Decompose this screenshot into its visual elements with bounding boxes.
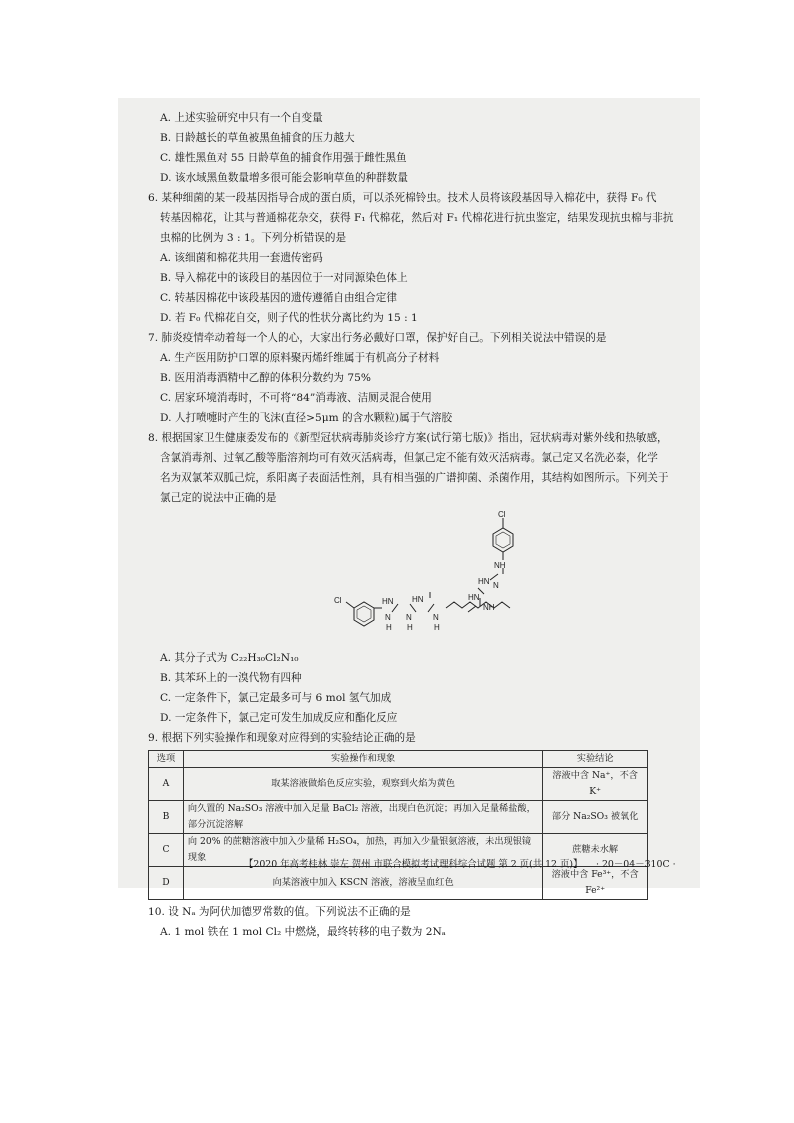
h-label-1: H bbox=[386, 623, 392, 632]
experiment-table bbox=[148, 750, 648, 900]
q5-option-c: C. 雄性黑鱼对 55 日龄草鱼的捕食作用强于雌性黑鱼 bbox=[160, 152, 407, 164]
q8-option-d: D. 一定条件下，氯己定可发生加成反应和酯化反应 bbox=[160, 712, 398, 724]
row-c-option: C bbox=[149, 834, 184, 867]
q5-option-d: D. 该水域黑鱼数量增多很可能会影响草鱼的种群数量 bbox=[160, 172, 408, 184]
h-label-3: H bbox=[434, 623, 440, 632]
hn-label-2: HN bbox=[468, 593, 480, 602]
question-9 bbox=[148, 728, 668, 900]
q7-option-d: D. 人打喷嚏时产生的飞沫(直径>5μm 的含水颗粒)属于气溶胶 bbox=[160, 412, 453, 424]
footer-title: 【2020 年高考桂林 崇左 贺州 市联合模拟考试理科综合试题 第 2 页(共 12 页)】 bbox=[244, 859, 583, 870]
q6-stem-line-2: 转基因棉花，让其与普通棉花杂交，获得 F₁ 代棉花，然后对 F₁ 代棉花进行抗虫鉴定，结果发现抗虫棉与非抗 bbox=[160, 212, 674, 224]
question-10 bbox=[148, 902, 668, 942]
q6-option-d: D. 若 F₀ 代棉花自交，则子代的性状分离比约为 15 : 1 bbox=[160, 312, 418, 324]
q7-option-a: A. 生产医用防护口罩的原料聚丙烯纤维属于有机高分子材料 bbox=[160, 352, 440, 364]
row-c-procedure: 向 20% 的蔗糖溶液中加入少量稀 H₂SO₄，加热，再加入少量银氨溶液，未出现银镜现象 bbox=[183, 834, 542, 867]
table-header-conclusion: 实验结论 bbox=[543, 751, 648, 768]
h-label-2: H bbox=[407, 623, 413, 632]
q8-stem-line-2: 含氯消毒剂、过氧乙酸等脂溶剂均可有效灭活病毒，但氯己定不能有效灭活病毒。氯己定又名洗必泰，化学 bbox=[160, 452, 658, 464]
row-d-procedure: 向某溶液中加入 KSCN 溶液，溶液呈血红色 bbox=[183, 867, 542, 900]
q8-stem-line-3: 名为双氯苯双胍己烷，系阳离子表面活性剂，具有相当强的广谱抑菌、杀菌作用，其结构如图所示。下列关于 bbox=[160, 472, 669, 484]
n-label-4: N bbox=[433, 613, 439, 622]
question-5-options bbox=[148, 108, 668, 188]
n-label-1: N bbox=[493, 581, 499, 590]
hn-label-4: HN bbox=[412, 595, 424, 604]
exam-page bbox=[118, 98, 700, 938]
question-7 bbox=[148, 328, 668, 428]
row-b-option: B bbox=[149, 801, 184, 834]
row-a-conclusion: 溶液中含 Na⁺，不含 K⁺ bbox=[543, 768, 648, 801]
table-row bbox=[149, 801, 648, 834]
q8-option-b: B. 其苯环上的一溴代物有四种 bbox=[160, 672, 302, 684]
q8-option-a: A. 其分子式为 C₂₂H₃₀Cl₂N₁₀ bbox=[160, 652, 299, 664]
footer-code: · 20－04－310C · bbox=[596, 859, 676, 870]
q8-option-c: C. 一定条件下，氯己定最多可与 6 mol 氢气加成 bbox=[160, 692, 392, 704]
hn-label-1: HN bbox=[478, 577, 490, 586]
q10-stem: 10. 设 Nₐ 为阿伏加德罗常数的值。下列说法不正确的是 bbox=[148, 906, 411, 918]
table-row bbox=[149, 867, 648, 900]
benzene-ring-top-inner bbox=[496, 532, 510, 548]
chlorhexidine-structure bbox=[148, 508, 668, 648]
hexyl-chain bbox=[446, 602, 510, 608]
row-b-conclusion: 部分 Na₂SO₃ 被氧化 bbox=[543, 801, 648, 834]
q7-option-c: C. 居家环境消毒时，不可将“84”消毒液、洁厕灵混合使用 bbox=[160, 392, 432, 404]
q9-stem: 9. 根据下列实验操作和现象对应得到的实验结论正确的是 bbox=[148, 732, 416, 744]
table-row bbox=[149, 768, 648, 801]
row-d-option: D bbox=[149, 867, 184, 900]
q8-stem-line-4: 氯己定的说法中正确的是 bbox=[160, 492, 277, 504]
q5-option-b: B. 日龄越长的草鱼被黑鱼捕食的压力越大 bbox=[160, 132, 355, 144]
row-b-procedure: 向久置的 Na₂SO₃ 溶液中加入足量 BaCl₂ 溶液，出现白色沉淀；再加入足量稀盐酸，部分沉淀溶解 bbox=[183, 801, 542, 834]
n-label-3: N bbox=[406, 613, 412, 622]
q6-option-b: B. 导入棉花中的该段目的基因位于一对同源染色体上 bbox=[160, 272, 408, 284]
hn-label-3: HN bbox=[382, 597, 394, 606]
q10-option-a: A. 1 mol 铁在 1 mol Cl₂ 中燃烧，最终转移的电子数为 2Nₐ bbox=[160, 926, 446, 938]
q6-stem-line-3: 虫棉的比例为 3 : 1。下列分析错误的是 bbox=[160, 232, 347, 244]
q6-option-c: C. 转基因棉花中该段基因的遗传遵循自由组合定律 bbox=[160, 292, 397, 304]
question-8 bbox=[148, 428, 668, 728]
row-c-conclusion: 蔗糖未水解 bbox=[543, 834, 648, 867]
row-a-procedure: 取某溶液做焰色反应实验，观察到火焰为黄色 bbox=[183, 768, 542, 801]
q6-option-a: A. 该细菌和棉花共用一套遗传密码 bbox=[160, 252, 323, 264]
row-d-conclusion: 溶液中含 Fe³⁺，不含 Fe²⁺ bbox=[543, 867, 648, 900]
table-header-procedure: 实验操作和现象 bbox=[183, 751, 542, 768]
q6-stem-line-1: 6. 某种细菌的某一段基因指导合成的蛋白质，可以杀死棉铃虫。技术人员将该段基因导入棉花中，获得 F₀ 代 bbox=[148, 192, 657, 204]
q7-stem: 7. 肺炎疫情牵动着每一个人的心，大家出行务必戴好口罩，保护好自己。下列相关说法中错误的是 bbox=[148, 332, 607, 344]
page-content bbox=[148, 108, 674, 942]
nh-label-1: NH bbox=[494, 561, 506, 570]
benzene-ring-left-inner bbox=[357, 606, 371, 622]
table-header-option: 选项 bbox=[149, 751, 184, 768]
cl-top-label: Cl bbox=[498, 510, 506, 519]
q7-option-b: B. 医用消毒酒精中乙醇的体积分数约为 75% bbox=[160, 372, 371, 384]
table-header-row bbox=[149, 751, 648, 768]
question-6 bbox=[148, 188, 674, 328]
nh-label-2: NH bbox=[483, 603, 495, 612]
q8-stem-line-1: 8. 根据国家卫生健康委发布的《新型冠状病毒肺炎诊疗方案(试行第七版)》指出，冠状病毒对紫外线和热敏感， bbox=[148, 432, 668, 444]
n-label-2: N bbox=[385, 613, 391, 622]
cl-left-label: Cl bbox=[334, 596, 342, 605]
row-a-option: A bbox=[149, 768, 184, 801]
q5-option-a: A. 上述实验研究中只有一个自变量 bbox=[160, 112, 323, 124]
structure-diagram bbox=[148, 508, 668, 648]
